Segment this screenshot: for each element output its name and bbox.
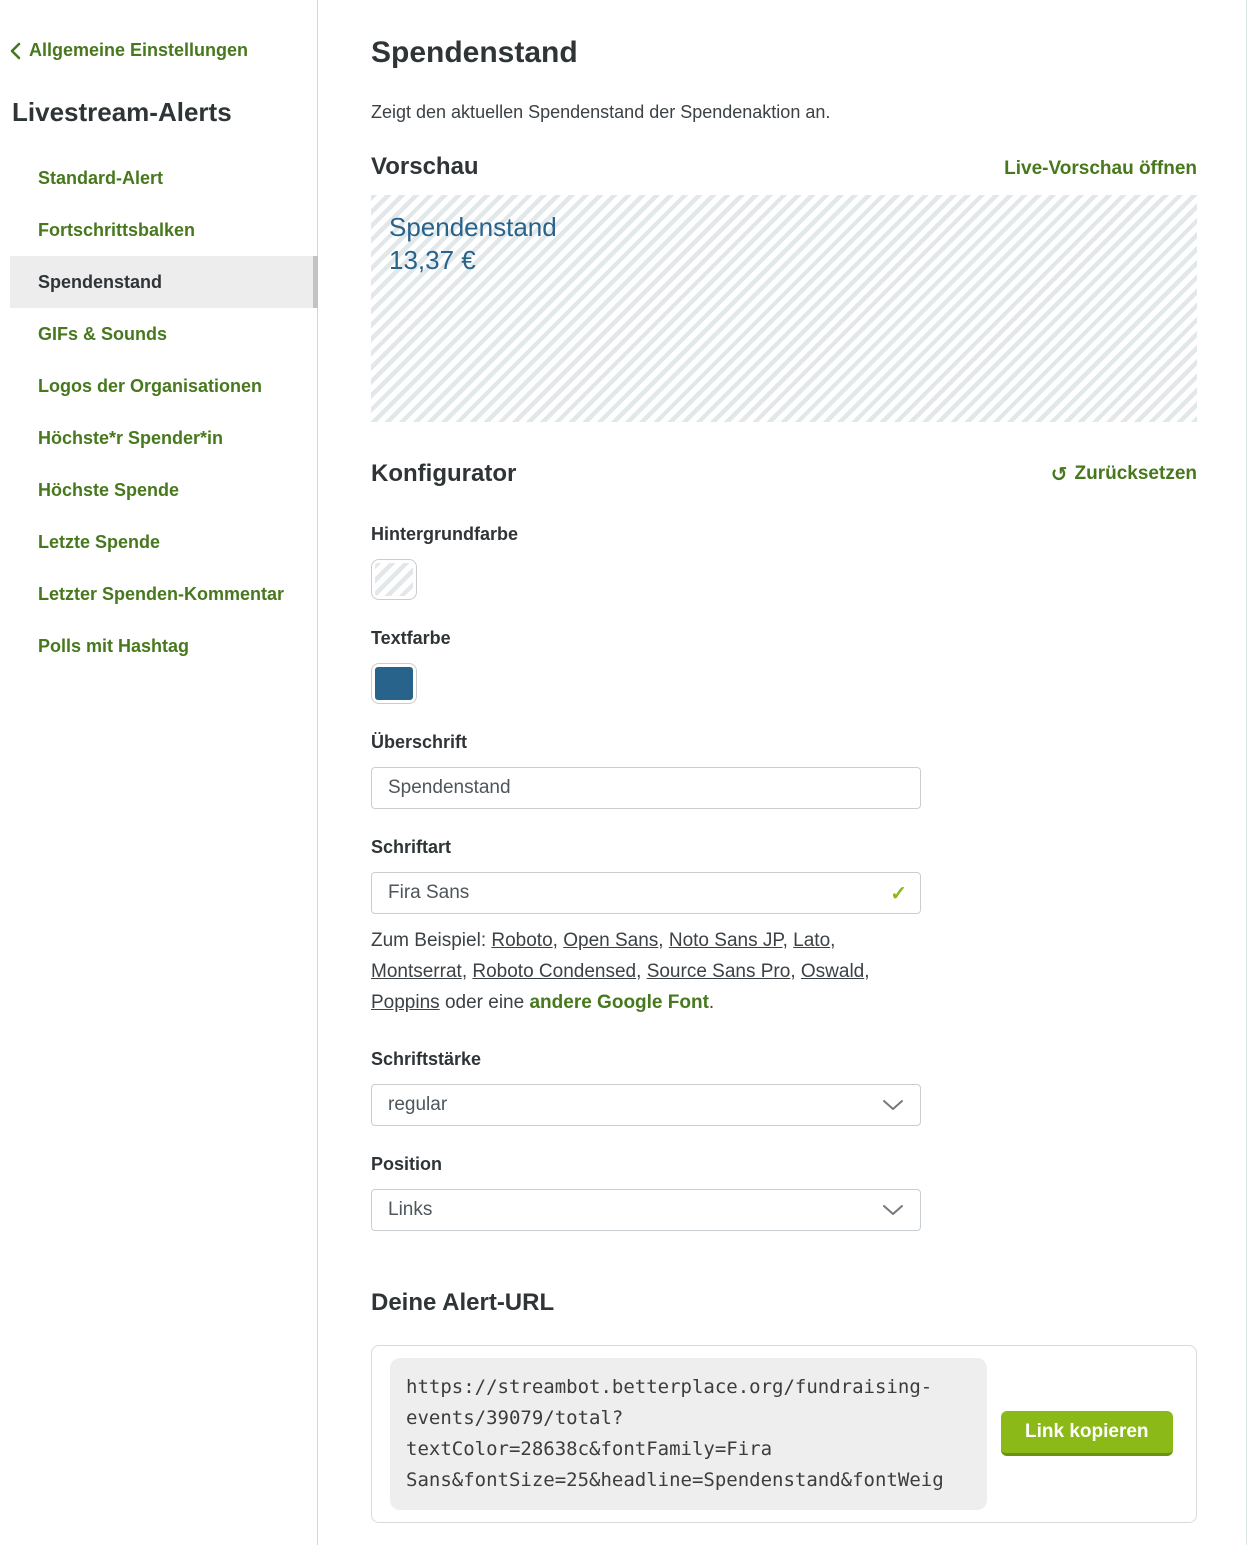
configurator-section-header (371, 460, 1197, 488)
font-examples-text: Zum Beispiel: Roboto, Open Sans, Noto Sans JP, Lato, Montserrat, Roboto Condensed, Source Sans Pro, Oswald, Poppins oder eine andere Google Font. (371, 930, 870, 1013)
sidebar-nav-list (10, 152, 318, 672)
font-input[interactable] (371, 872, 921, 914)
page-right-border (1246, 0, 1247, 1545)
font-example-link[interactable]: Source Sans Pro (646, 960, 791, 982)
sidebar-item-höchste-r-spender-in[interactable]: Höchste*r Spender*in (38, 428, 224, 448)
sidebar-item-höchste-spende[interactable]: Höchste Spende (38, 480, 180, 500)
reset-icon: ↺ (1050, 462, 1068, 486)
background-color-swatch[interactable] (371, 559, 417, 600)
main-content (318, 0, 1252, 1545)
sidebar-item-spendenstand[interactable]: Spendenstand (10, 256, 318, 308)
alert-url-card (371, 1345, 1197, 1523)
text-color-fill (375, 667, 413, 700)
font-example-link[interactable]: Noto Sans JP (668, 930, 783, 951)
position-field (371, 1154, 1197, 1231)
font-weight-field (371, 1049, 1197, 1126)
alert-url-line: textColor=28638c&fontFamily=Fira (406, 1437, 773, 1460)
sidebar-item-gifs-sounds[interactable]: GIFs & Sounds (38, 324, 168, 344)
background-color-field (371, 524, 1197, 600)
font-field (371, 837, 1197, 914)
chevron-left-icon (10, 42, 21, 60)
chevron-down-icon (882, 1099, 904, 1111)
open-live-preview-link[interactable] (1004, 158, 1197, 180)
headline-field (371, 732, 1197, 809)
alert-url-line: events/39079/total? (406, 1406, 624, 1429)
chevron-down-icon (882, 1204, 904, 1216)
font-weight-select[interactable] (371, 1084, 921, 1126)
font-example-link[interactable]: Poppins (371, 991, 440, 1013)
position-label: Position (371, 1153, 442, 1174)
position-value: Links (388, 1198, 433, 1220)
headline-label: Überschrift (371, 732, 468, 752)
background-color-label: Hintergrundfarbe (371, 524, 519, 544)
sidebar-item-letzte-spende[interactable]: Letzte Spende (38, 532, 161, 552)
preview-heading: Vorschau (371, 153, 479, 180)
transparent-pattern (375, 563, 413, 596)
back-to-general-settings-link[interactable] (10, 40, 317, 61)
sidebar-item-logos-der-organisationen[interactable]: Logos der Organisationen (38, 376, 263, 396)
position-select[interactable] (371, 1189, 921, 1231)
page-title: Spendenstand (371, 36, 578, 69)
check-icon: ✓ (890, 883, 907, 905)
active-item-indicator (313, 256, 318, 308)
alert-url-code[interactable] (390, 1358, 987, 1510)
reset-button[interactable] (1051, 463, 1197, 485)
preview-section-header (371, 153, 1197, 181)
text-color-swatch[interactable] (371, 663, 417, 704)
text-color-label: Textfarbe (371, 628, 451, 648)
headline-input[interactable] (371, 767, 921, 809)
font-example-link[interactable]: Roboto (491, 930, 553, 951)
google-font-link[interactable]: andere Google Font (529, 991, 709, 1013)
sidebar-title: Livestream-Alerts (12, 97, 232, 127)
font-example-link[interactable]: Roboto Condensed (472, 960, 637, 982)
sidebar-item-polls-mit-hashtag[interactable]: Polls mit Hashtag (38, 636, 190, 656)
font-label: Schriftart (371, 837, 452, 857)
copy-link-button[interactable]: Link kopieren (1001, 1411, 1173, 1456)
text-color-field (371, 628, 1197, 704)
preview-amount-text: 13,37 € (389, 244, 476, 275)
alert-preview-area (371, 195, 1197, 422)
reset-label: Zurücksetzen (1074, 463, 1197, 484)
font-weight-label: Schriftstärke (371, 1048, 482, 1069)
font-weight-value: regular (388, 1093, 448, 1115)
configurator-heading: Konfigurator (371, 460, 517, 487)
font-example-link[interactable]: Open Sans (563, 930, 659, 951)
font-example-link[interactable]: Oswald (800, 960, 865, 982)
page-description: Zeigt den aktuellen Spendenstand der Spendenaktion an. (371, 102, 831, 122)
alert-url-line: https://streambot.betterplace.org/fundraising- (406, 1375, 933, 1398)
font-example-link[interactable]: Lato (793, 930, 831, 951)
font-example-link[interactable]: Montserrat (371, 960, 462, 982)
sidebar-item-fortschrittsbalken[interactable]: Fortschrittsbalken (38, 220, 196, 240)
sidebar-item-standard-alert[interactable]: Standard-Alert (38, 168, 164, 188)
open-live-preview-label: Live-Vorschau öffnen (1004, 158, 1197, 179)
sidebar (0, 0, 318, 1545)
preview-headline-text: Spendenstand (389, 212, 557, 242)
sidebar-item-letzter-spenden-kommentar[interactable]: Letzter Spenden-Kommentar (38, 584, 285, 604)
back-link-label: Allgemeine Einstellungen (29, 40, 249, 60)
alert-url-heading: Deine Alert-URL (371, 1288, 555, 1316)
alert-url-line: Sans&fontSize=25&headline=Spendenstand&fontWeig (406, 1468, 944, 1491)
